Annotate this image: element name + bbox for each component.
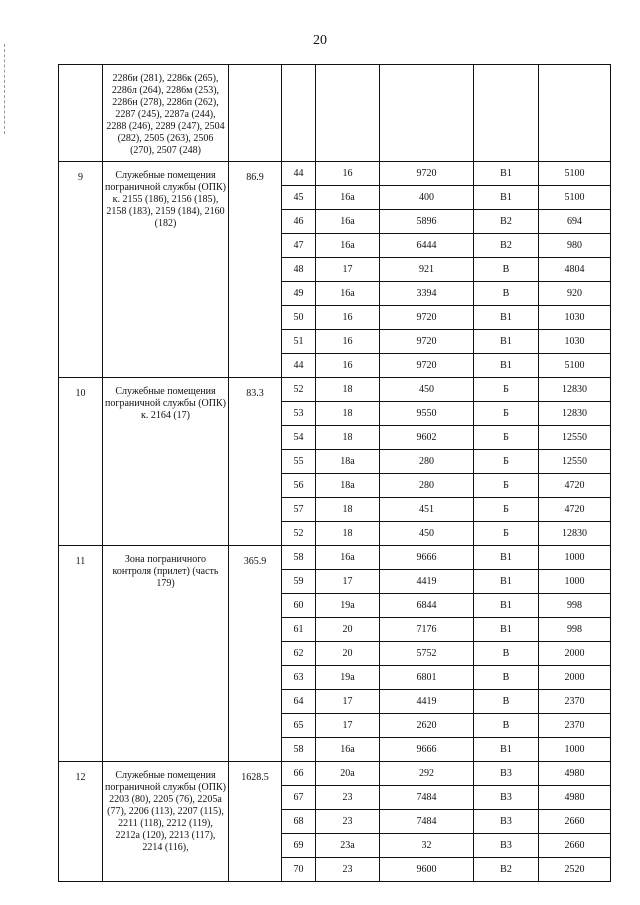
- room-name: Зона пограничного контроля (прилет) (часть 179): [103, 546, 229, 762]
- room-area: 365.9: [229, 546, 282, 762]
- value-cell: 12830: [539, 402, 611, 426]
- column-cell: 20: [316, 618, 380, 642]
- room-number: 11: [59, 546, 103, 762]
- point-number-cell: 58: [282, 546, 316, 570]
- distance-cell: 280: [380, 474, 474, 498]
- continuation-text: 2286и (281), 2286к (265), 2286л (264), 2286м (253), 2286н (278), 2286п (262), 2287 (245), 2287а (244), 2288 (246), 2289 (247), 2504 (282), 2505 (263), 2506 (270), 2507 (248): [103, 65, 229, 162]
- category-cell: B2: [474, 858, 539, 882]
- point-number-cell: 62: [282, 642, 316, 666]
- value-cell: 4980: [539, 762, 611, 786]
- value-cell: 4980: [539, 786, 611, 810]
- value-cell: 2520: [539, 858, 611, 882]
- category-cell: B2: [474, 210, 539, 234]
- value-cell: 4720: [539, 474, 611, 498]
- point-number-cell: 70: [282, 858, 316, 882]
- distance-cell: 4419: [380, 570, 474, 594]
- point-number-cell: 50: [282, 306, 316, 330]
- point-number-cell: 56: [282, 474, 316, 498]
- value-cell: 2000: [539, 642, 611, 666]
- category-cell: Б: [474, 522, 539, 546]
- value-cell: 1000: [539, 570, 611, 594]
- distance-cell: 2620: [380, 714, 474, 738]
- point-number-cell: 52: [282, 378, 316, 402]
- column-cell: 23: [316, 858, 380, 882]
- point-number-cell: 44: [282, 162, 316, 186]
- distance-cell: 9602: [380, 426, 474, 450]
- point-number-cell: 59: [282, 570, 316, 594]
- distance-cell: 451: [380, 498, 474, 522]
- category-cell: B1: [474, 738, 539, 762]
- point-number-cell: 67: [282, 786, 316, 810]
- category-cell: B: [474, 666, 539, 690]
- value-cell: 2000: [539, 666, 611, 690]
- point-number-cell: 63: [282, 666, 316, 690]
- point-number-cell: 68: [282, 810, 316, 834]
- distance-cell: 7484: [380, 786, 474, 810]
- category-cell: Б: [474, 402, 539, 426]
- column-cell: 16: [316, 330, 380, 354]
- category-cell: B: [474, 258, 539, 282]
- point-number-cell: 46: [282, 210, 316, 234]
- value-cell: 2660: [539, 810, 611, 834]
- column-cell: 17: [316, 714, 380, 738]
- distance-cell: 9666: [380, 546, 474, 570]
- category-cell: B3: [474, 762, 539, 786]
- value-cell: 12550: [539, 426, 611, 450]
- column-cell: 18a: [316, 474, 380, 498]
- room-number: 12: [59, 762, 103, 882]
- no-cell: [59, 65, 103, 162]
- distance-cell: 6444: [380, 234, 474, 258]
- distance-cell: 9666: [380, 738, 474, 762]
- distance-cell: 6801: [380, 666, 474, 690]
- value-cell: 5100: [539, 354, 611, 378]
- table-row: [59, 546, 611, 570]
- category-cell: B1: [474, 594, 539, 618]
- value-cell: 998: [539, 594, 611, 618]
- distance-cell: 6844: [380, 594, 474, 618]
- point-number-cell: 48: [282, 258, 316, 282]
- point-number-cell: 49: [282, 282, 316, 306]
- point-number-cell: 66: [282, 762, 316, 786]
- point-number-cell: 60: [282, 594, 316, 618]
- category-cell: Б: [474, 426, 539, 450]
- room-name: Служебные помещения пограничной службы (ОПК) к. 2164 (17): [103, 378, 229, 546]
- column-cell: 17: [316, 570, 380, 594]
- point-number-cell: 69: [282, 834, 316, 858]
- point-number-cell: 47: [282, 234, 316, 258]
- distance-cell: 400: [380, 186, 474, 210]
- column-cell: 18: [316, 498, 380, 522]
- column-cell: 17: [316, 690, 380, 714]
- category-cell: B3: [474, 834, 539, 858]
- column-cell: 18: [316, 378, 380, 402]
- premises-table: [58, 64, 611, 882]
- room-area: 1628.5: [229, 762, 282, 882]
- room-number: 9: [59, 162, 103, 378]
- value-cell: 2370: [539, 690, 611, 714]
- distance-cell: 32: [380, 834, 474, 858]
- point-number-cell: 54: [282, 426, 316, 450]
- distance-cell: 9600: [380, 858, 474, 882]
- distance-cell: 5752: [380, 642, 474, 666]
- category-cell: B1: [474, 306, 539, 330]
- point-number-cell: 64: [282, 690, 316, 714]
- category-cell: B: [474, 690, 539, 714]
- distance-cell: 9720: [380, 330, 474, 354]
- point-number-cell: 57: [282, 498, 316, 522]
- room-name: Служебные помещения пограничной службы (ОПК) 2203 (80), 2205 (76), 2205а (77), 2206 (113), 2207 (115), 2211 (118), 2212 (119), 2212а (120), 2213 (117), 2214 (116),: [103, 762, 229, 882]
- column-cell: 23: [316, 810, 380, 834]
- distance-cell: 450: [380, 522, 474, 546]
- table-row: [59, 378, 611, 402]
- category-cell: B1: [474, 186, 539, 210]
- column-cell: 23a: [316, 834, 380, 858]
- distance-cell: 7176: [380, 618, 474, 642]
- room-area: 86.9: [229, 162, 282, 378]
- category-cell: B3: [474, 786, 539, 810]
- category-cell: B: [474, 714, 539, 738]
- column-cell: 19a: [316, 594, 380, 618]
- scan-edge-mark: [4, 44, 5, 134]
- room-area: 83.3: [229, 378, 282, 546]
- distance-cell: 4419: [380, 690, 474, 714]
- value-cell: 1030: [539, 306, 611, 330]
- point-number-cell: 44: [282, 354, 316, 378]
- value-cell: 5100: [539, 186, 611, 210]
- area-cell: [229, 65, 282, 162]
- distance-cell: 7484: [380, 810, 474, 834]
- column-cell: 23: [316, 786, 380, 810]
- table-row: [59, 162, 611, 186]
- column-cell: 17: [316, 258, 380, 282]
- column-cell: 20: [316, 642, 380, 666]
- category-cell: B1: [474, 570, 539, 594]
- room-name: Служебные помещения пограничной службы (ОПК) к. 2155 (186), 2156 (185), 2158 (183), 2159 (184), 2160 (182): [103, 162, 229, 378]
- value-cell: 1000: [539, 546, 611, 570]
- point-number-cell: 53: [282, 402, 316, 426]
- distance-cell: 450: [380, 378, 474, 402]
- column-cell: 18a: [316, 450, 380, 474]
- column-cell: 18: [316, 426, 380, 450]
- value-cell: 5100: [539, 162, 611, 186]
- column-cell: 16: [316, 306, 380, 330]
- category-cell: Б: [474, 450, 539, 474]
- table-row: [59, 762, 611, 786]
- value-cell: 12830: [539, 522, 611, 546]
- column-cell: 19a: [316, 666, 380, 690]
- continuation-row: [59, 65, 611, 162]
- room-number: 10: [59, 378, 103, 546]
- category-cell: B1: [474, 546, 539, 570]
- column-cell: 16a: [316, 282, 380, 306]
- category-cell: Б: [474, 474, 539, 498]
- category-cell: B2: [474, 234, 539, 258]
- point-number-cell: 55: [282, 450, 316, 474]
- distance-cell: 9720: [380, 354, 474, 378]
- column-cell: 16a: [316, 738, 380, 762]
- category-cell: B3: [474, 810, 539, 834]
- point-number-cell: 61: [282, 618, 316, 642]
- page-number: 20: [313, 33, 327, 48]
- point-number-cell: 58: [282, 738, 316, 762]
- value-cell: 4804: [539, 258, 611, 282]
- distance-cell: 921: [380, 258, 474, 282]
- distance-cell: 292: [380, 762, 474, 786]
- point-number-cell: 51: [282, 330, 316, 354]
- distance-cell: 3394: [380, 282, 474, 306]
- category-cell: B1: [474, 618, 539, 642]
- value-cell: 12830: [539, 378, 611, 402]
- value-cell: 2370: [539, 714, 611, 738]
- column-cell: 16a: [316, 546, 380, 570]
- column-cell: 20a: [316, 762, 380, 786]
- value-cell: 920: [539, 282, 611, 306]
- distance-cell: 9720: [380, 162, 474, 186]
- category-cell: Б: [474, 378, 539, 402]
- category-cell: Б: [474, 498, 539, 522]
- column-cell: 16: [316, 354, 380, 378]
- column-cell: 16a: [316, 186, 380, 210]
- value-cell: 4720: [539, 498, 611, 522]
- column-cell: 18: [316, 402, 380, 426]
- value-cell: 694: [539, 210, 611, 234]
- point-number-cell: 65: [282, 714, 316, 738]
- column-cell: 18: [316, 522, 380, 546]
- value-cell: 12550: [539, 450, 611, 474]
- column-cell: 16a: [316, 234, 380, 258]
- distance-cell: 280: [380, 450, 474, 474]
- distance-cell: 9720: [380, 306, 474, 330]
- column-cell: 16a: [316, 210, 380, 234]
- distance-cell: 5896: [380, 210, 474, 234]
- category-cell: B: [474, 282, 539, 306]
- column-cell: 16: [316, 162, 380, 186]
- point-number-cell: 52: [282, 522, 316, 546]
- value-cell: 980: [539, 234, 611, 258]
- value-cell: 2660: [539, 834, 611, 858]
- value-cell: 998: [539, 618, 611, 642]
- value-cell: 1000: [539, 738, 611, 762]
- category-cell: B1: [474, 162, 539, 186]
- category-cell: B1: [474, 330, 539, 354]
- distance-cell: 9550: [380, 402, 474, 426]
- point-number-cell: 45: [282, 186, 316, 210]
- value-cell: 1030: [539, 330, 611, 354]
- category-cell: B1: [474, 354, 539, 378]
- category-cell: B: [474, 642, 539, 666]
